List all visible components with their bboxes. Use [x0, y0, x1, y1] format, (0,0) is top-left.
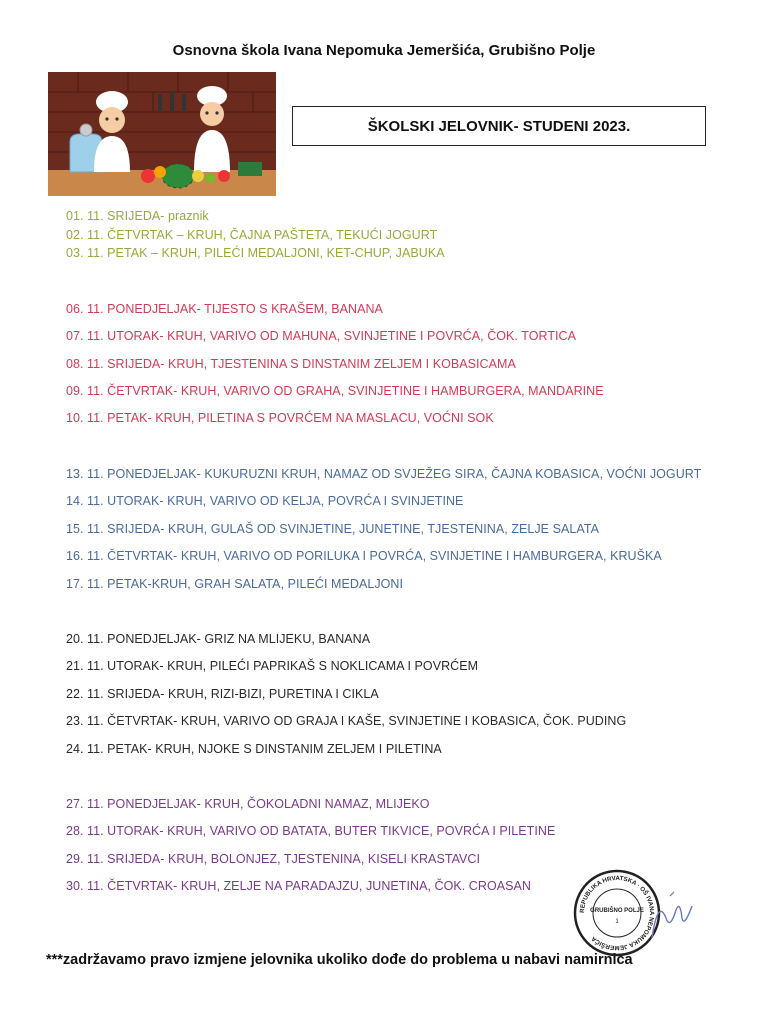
menu-item: 27. 11. PONEDJELJAK- KRUH, ČOKOLADNI NAMAZ, MLIJEKO: [66, 797, 430, 811]
signature: [640, 888, 700, 948]
menu-item: 13. 11. PONEDJELJAK- KUKURUZNI KRUH, NAMAZ OD SVJEŽEG SIRA, ČAJNA KOBASICA, VOĆNI JOGURT: [66, 467, 702, 481]
menu-item: 03. 11. PETAK – KRUH, PILEĆI MEDALJONI, KET-CHUP, JABUKA: [66, 246, 445, 260]
menu-item: 08. 11. SRIJEDA- KRUH, TJESTENINA S DINSTANIM ZELJEM I KOBASICAMA: [66, 357, 516, 371]
school-name: Osnovna škola Ivana Nepomuka Jemeršića, Grubišno Polje: [172, 42, 596, 59]
menu-item: 23. 11. ČETVRTAK- KRUH, VARIVO OD GRAJA I KAŠE, SVINJETINE I KOBASICA, ČOK. PUDING: [66, 714, 627, 728]
menu-item: 07. 11. UTORAK- KRUH, VARIVO OD MAHUNA, SVINJETINE I POVRĆA, ČOK. TORTICA: [66, 329, 577, 343]
menu-item: 30. 11. ČETVRTAK- KRUH, ZELJE NA PARADAJZU, JUNETINA, ČOK. CROASAN: [66, 879, 531, 893]
stamp-outer-text: REPUBLIKA HRVATSKA · OŠ IVANA NEPOMUKA JEMERŠIĆA: [578, 874, 656, 952]
menu-item: 24. 11. PETAK- KRUH, NJOKE S DINSTANIM ZELJEM I PILETINA: [66, 742, 442, 756]
chefs-illustration: [48, 72, 276, 196]
menu-item: 22. 11. SRIJEDA- KRUH, RIZI-BIZI, PURETINA I CIKLA: [66, 687, 379, 701]
menu-title: ŠKOLSKI JELOVNIK- STUDENI 2023.: [292, 106, 706, 146]
menu-item: 02. 11. ČETVRTAK – KRUH, ČAJNA PAŠTETA, TEKUĆI JOGURT: [66, 228, 438, 242]
menu-item: 01. 11. SRIJEDA- praznik: [66, 209, 209, 223]
menu-item: 06. 11. PONEDJELJAK- TIJESTO S KRAŠEM, BANANA: [66, 302, 383, 316]
stamp-center-text: GRUBIŠNO POLJE: [590, 908, 644, 914]
menu-item: 14. 11. UTORAK- KRUH, VARIVO OD KELJA, POVRĆA I SVINJETINE: [66, 494, 464, 508]
stamp-number: 1: [615, 919, 619, 925]
menu-item: 15. 11. SRIJEDA- KRUH, GULAŠ OD SVINJETINE, JUNETINE, TJESTENINA, ZELJE SALATA: [66, 522, 599, 536]
menu-item: 29. 11. SRIJEDA- KRUH, BOLONJEZ, TJESTENINA, KISELI KRASTAVCI: [66, 852, 481, 866]
footer-note: ***zadržavamo pravo izmjene jelovnika ukoliko dođe do problema u nabavi namirnica: [46, 952, 633, 968]
menu-item: 16. 11. ČETVRTAK- KRUH, VARIVO OD PORILUKA I POVRĆA, SVINJETINE I HAMBURGERA, KRUŠKA: [66, 549, 662, 563]
menu-item: 17. 11. PETAK-KRUH, GRAH SALATA, PILEĆI MEDALJONI: [66, 577, 404, 591]
menu-item: 28. 11. UTORAK- KRUH, VARIVO OD BATATA, BUTER TIKVICE, POVRĆA I PILETINE: [66, 824, 556, 838]
menu-item: 09. 11. ČETVRTAK- KRUH, VARIVO OD GRAHA, SVINJETINE I HAMBURGERA, MANDARINE: [66, 384, 604, 398]
menu-item: 20. 11. PONEDJELJAK- GRIZ NA MLIJEKU, BANANA: [66, 632, 371, 646]
menu-item: 10. 11. PETAK- KRUH, PILETINA S POVRĆEM NA MASLACU, VOĆNI SOK: [66, 411, 494, 425]
menu-item: 21. 11. UTORAK- KRUH, PILEĆI PAPRIKAŠ S NOKLICAMA I POVRĆEM: [66, 659, 479, 673]
